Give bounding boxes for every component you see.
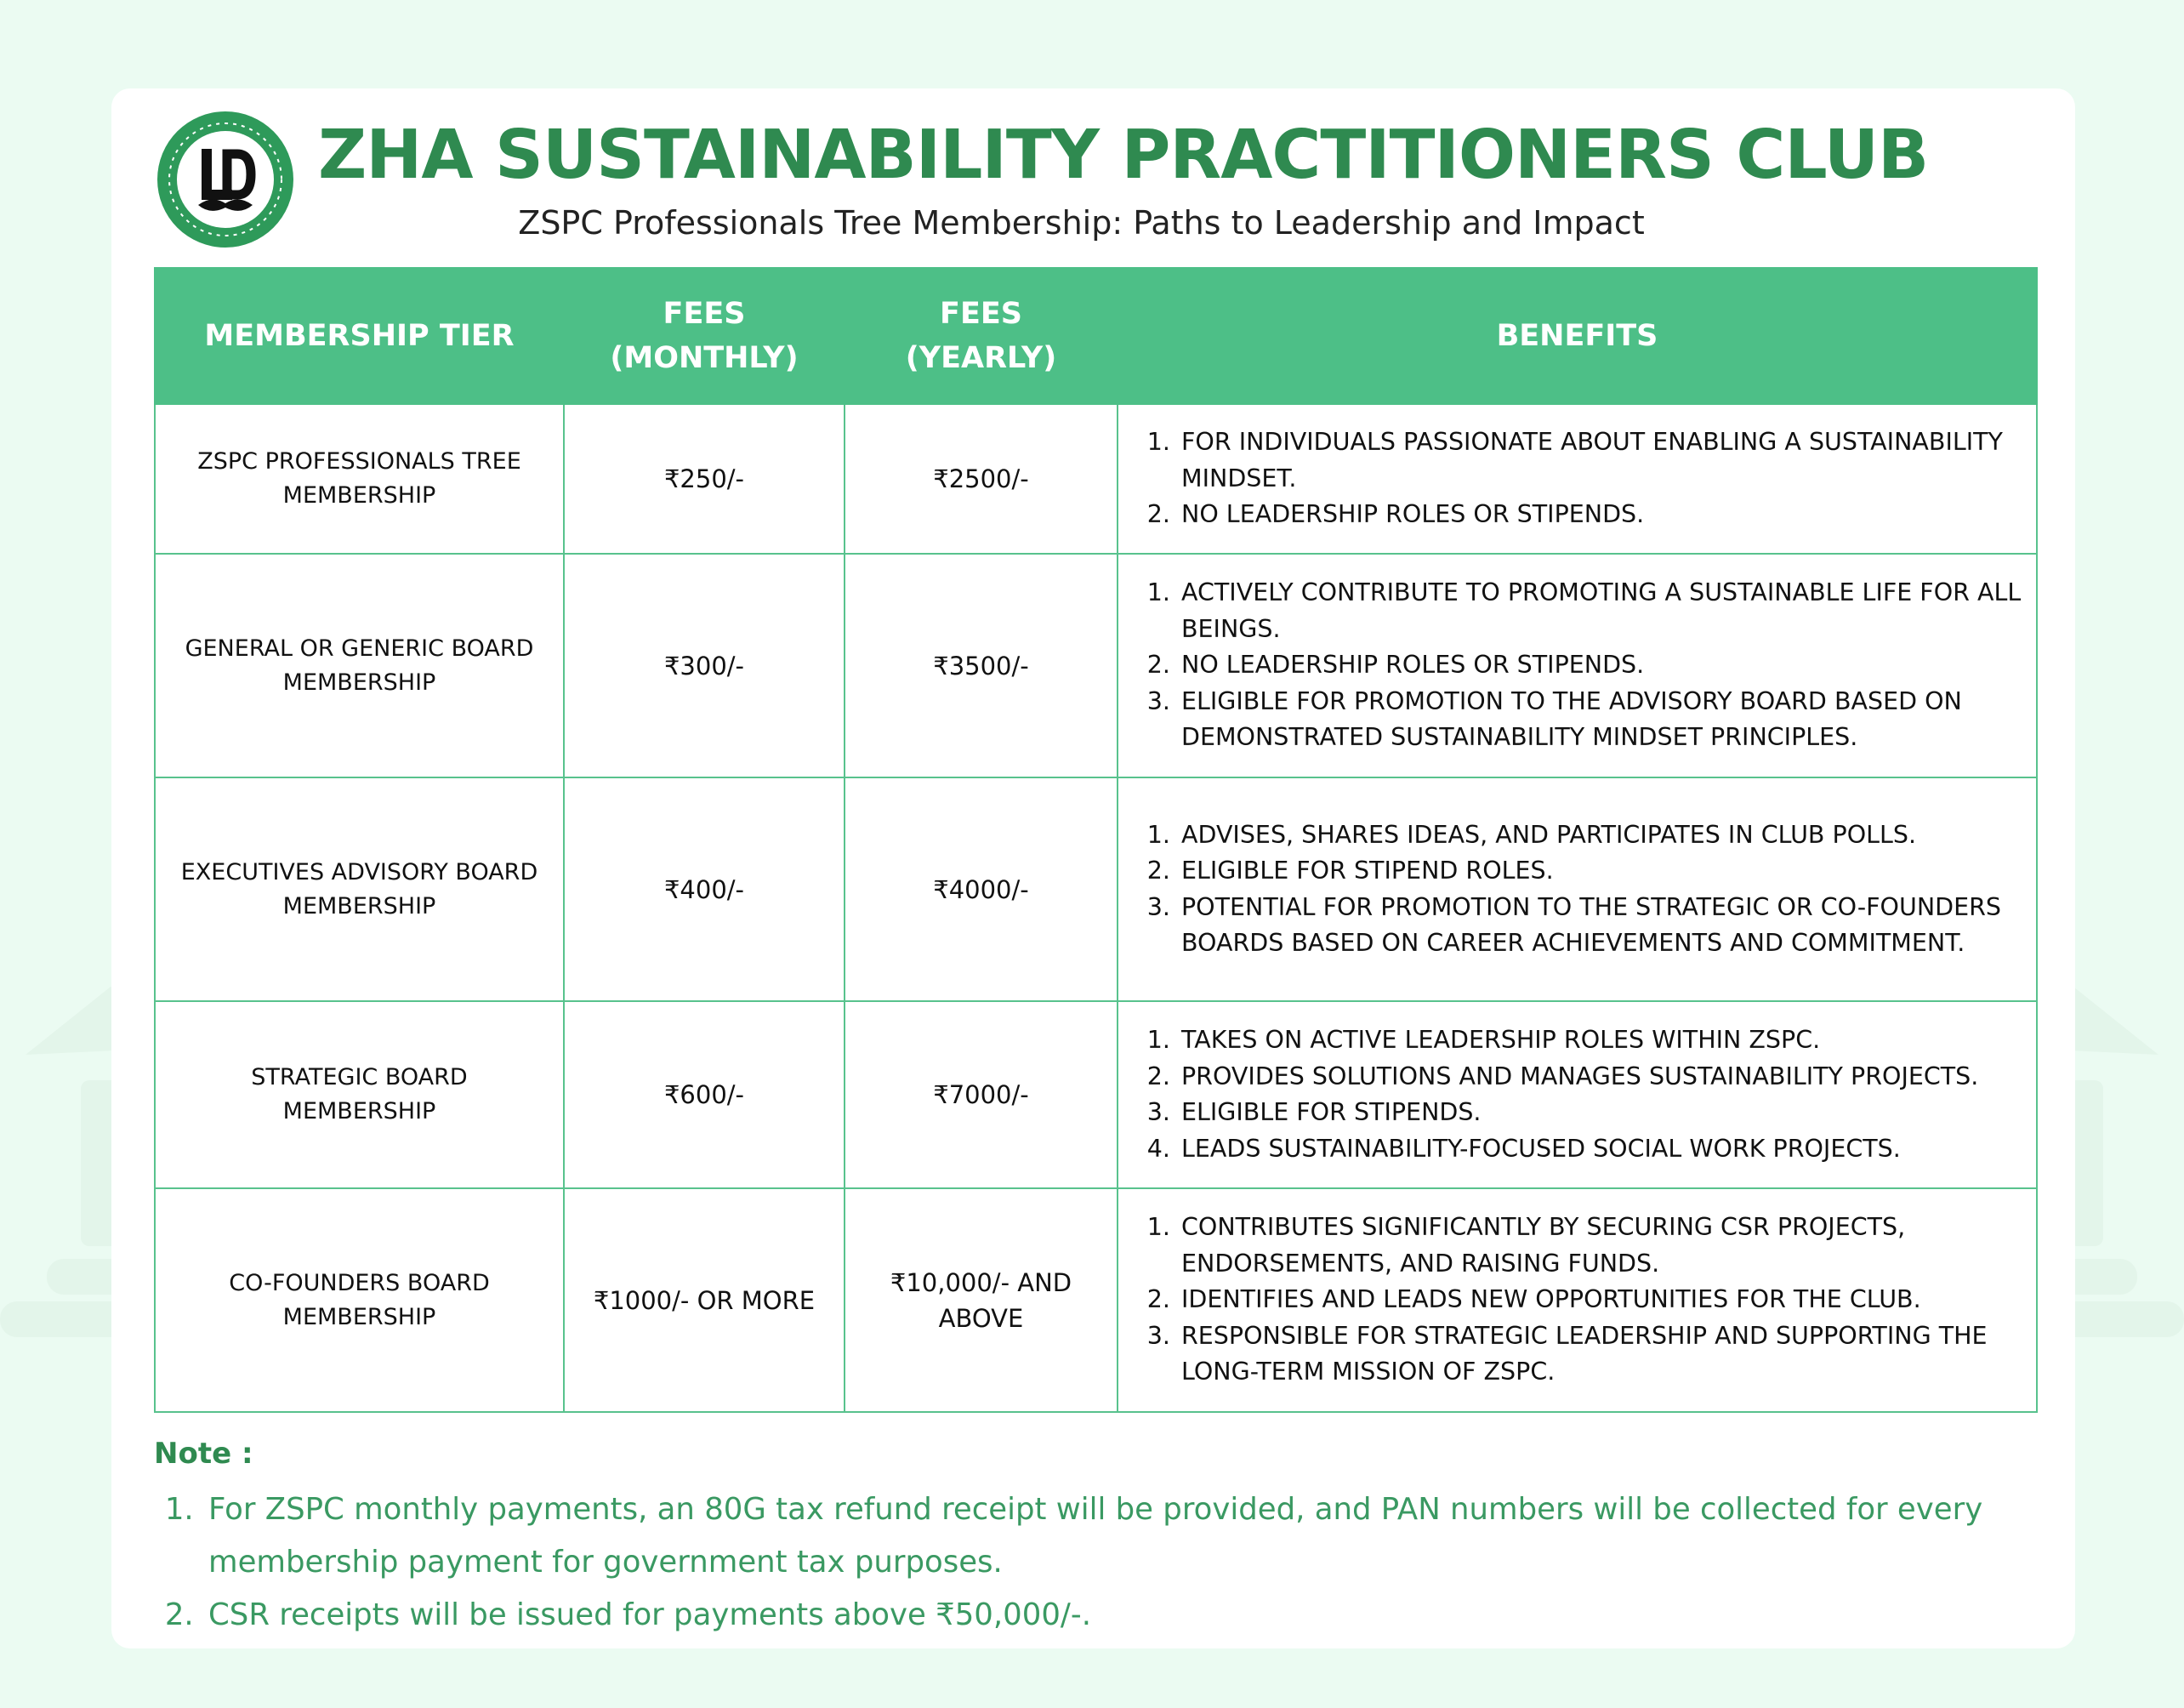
- benefit-item: 1. TAKES ON ACTIVE LEADERSHIP ROLES WITHIN ZSPC.: [1178, 1022, 2022, 1059]
- benefit-item: 3. ELIGIBLE FOR PROMOTION TO THE ADVISORY BOARD BASED ON DEMONSTRATED SUSTAINABILITY MINDSET PRINCIPLES.: [1178, 684, 2022, 756]
- benefits-list: [1135, 575, 2022, 756]
- benefits-list: [1135, 1210, 2022, 1391]
- tier-name: GENERAL OR GENERIC BOARD MEMBERSHIP: [155, 554, 564, 777]
- benefit-item: 2. NO LEADERSHIP ROLES OR STIPENDS.: [1178, 497, 2022, 533]
- tier-name: CO-FOUNDERS BOARD MEMBERSHIP: [155, 1188, 564, 1412]
- benefit-item: 2. PROVIDES SOLUTIONS AND MANAGES SUSTAINABILITY PROJECTS.: [1178, 1059, 2022, 1096]
- benefits-cell: [1118, 1188, 2037, 1412]
- benefits-cell: [1118, 777, 2037, 1001]
- benefit-item: 4. LEADS SUSTAINABILITY-FOCUSED SOCIAL WORK PROJECTS.: [1178, 1131, 2022, 1168]
- benefit-item: 2. NO LEADERSHIP ROLES OR STIPENDS.: [1178, 647, 2022, 684]
- benefits-list: [1135, 817, 2022, 962]
- benefit-item: 1. CONTRIBUTES SIGNIFICANTLY BY SECURING CSR PROJECTS, ENDORSEMENTS, AND RAISING FUNDS.: [1178, 1210, 2022, 1282]
- header-membership-tier: MEMBERSHIP TIER: [155, 268, 564, 404]
- note-title: Note :: [154, 1437, 253, 1471]
- benefit-item: 1. ACTIVELY CONTRIBUTE TO PROMOTING A SUSTAINABLE LIFE FOR ALL BEINGS.: [1178, 575, 2022, 647]
- fee-monthly: ₹300/-: [564, 554, 845, 777]
- page-subtitle: ZSPC Professionals Tree Membership: Paths to Leadership and Impact: [518, 204, 1645, 242]
- benefits-cell: [1118, 554, 2037, 777]
- header-fees-monthly: [564, 268, 845, 404]
- notes-list: [154, 1483, 2057, 1642]
- benefits-list: [1135, 424, 2022, 533]
- header-fees-yearly-line1: FEES: [940, 297, 1022, 331]
- fee-yearly: ₹7000/-: [845, 1001, 1118, 1188]
- benefit-item: 1. ADVISES, SHARES IDEAS, AND PARTICIPATES IN CLUB POLLS.: [1178, 817, 2022, 854]
- note-item: 1. For ZSPC monthly payments, an 80G tax refund receipt will be provided, and PAN numbers will be collected for every membership payment for government tax purposes.: [203, 1483, 2057, 1589]
- header-fees-monthly-line1: FEES: [663, 297, 746, 331]
- note-item: 2. CSR receipts will be issued for payments above ₹50,000/-.: [203, 1589, 2057, 1642]
- benefit-item: 2. IDENTIFIES AND LEADS NEW OPPORTUNITIES FOR THE CLUB.: [1178, 1282, 2022, 1318]
- table-row: [155, 777, 2037, 1001]
- tier-name: STRATEGIC BOARD MEMBERSHIP: [155, 1001, 564, 1188]
- fee-yearly: ₹4000/-: [845, 777, 1118, 1001]
- table-row: [155, 554, 2037, 777]
- fee-monthly: ₹250/-: [564, 404, 845, 554]
- header-fees-monthly-line2: (MONTHLY): [610, 341, 799, 375]
- table-row: [155, 404, 2037, 554]
- fee-monthly: ₹400/-: [564, 777, 845, 1001]
- benefit-item: 1. FOR INDIVIDUALS PASSIONATE ABOUT ENABLING A SUSTAINABILITY MINDSET.: [1178, 424, 2022, 497]
- header-fees-yearly: [845, 268, 1118, 404]
- table-row: [155, 1001, 2037, 1188]
- tier-name: EXECUTIVES ADVISORY BOARD MEMBERSHIP: [155, 777, 564, 1001]
- benefit-item: 3. ELIGIBLE FOR STIPENDS.: [1178, 1095, 2022, 1131]
- table-header-row: [155, 268, 2037, 404]
- benefit-item: 2. ELIGIBLE FOR STIPEND ROLES.: [1178, 853, 2022, 890]
- benefits-list: [1135, 1022, 2022, 1167]
- benefits-cell: [1118, 1001, 2037, 1188]
- page-title: ZHA SUSTAINABILITY PRACTITIONERS CLUB: [318, 116, 1929, 194]
- benefit-item: 3. RESPONSIBLE FOR STRATEGIC LEADERSHIP AND SUPPORTING THE LONG-TERM MISSION OF ZSPC.: [1178, 1318, 2022, 1391]
- benefit-item: 3. POTENTIAL FOR PROMOTION TO THE STRATEGIC OR CO-FOUNDERS BOARDS BASED ON CAREER ACHIEVEMENTS AND COMMITMENT.: [1178, 890, 2022, 962]
- fee-monthly: ₹600/-: [564, 1001, 845, 1188]
- club-logo: [156, 110, 295, 249]
- header-fees-yearly-line2: (YEARLY): [905, 341, 1057, 375]
- fee-yearly: ₹10,000/- AND ABOVE: [845, 1188, 1118, 1412]
- table-row: [155, 1188, 2037, 1412]
- fee-monthly: ₹1000/- OR MORE: [564, 1188, 845, 1412]
- fee-yearly: ₹2500/-: [845, 404, 1118, 554]
- header-benefits: BENEFITS: [1118, 268, 2037, 404]
- membership-table: [154, 267, 2038, 1413]
- fee-yearly: ₹3500/-: [845, 554, 1118, 777]
- benefits-cell: [1118, 404, 2037, 554]
- tier-name: ZSPC PROFESSIONALS TREE MEMBERSHIP: [155, 404, 564, 554]
